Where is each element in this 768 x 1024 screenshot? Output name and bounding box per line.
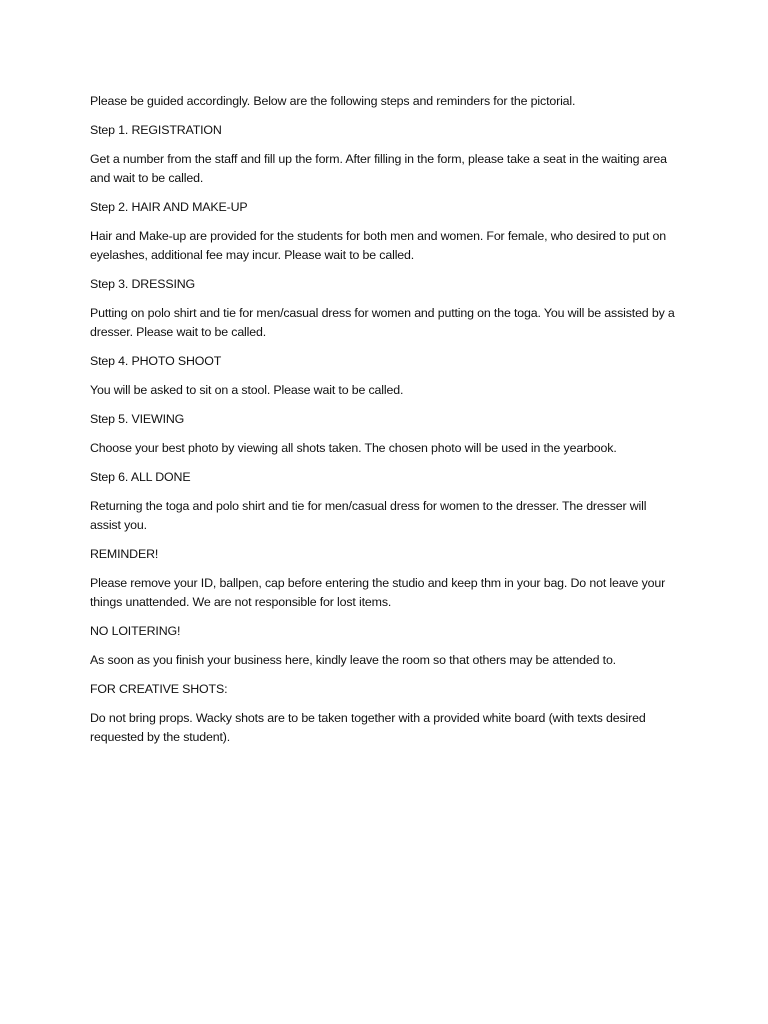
reminder-heading: REMINDER! bbox=[90, 547, 159, 561]
step-5-heading: Step 5. VIEWING bbox=[90, 412, 185, 426]
intro-paragraph: Please be guided accordingly. Below are the following steps and reminders for the pictorial. bbox=[90, 94, 576, 108]
step-2-text: Hair and Make-up are provided for the students for both men and women. For female, who desired to put on eyelashes, additional fee may incur. Please wait to be called. bbox=[90, 229, 667, 262]
step-6-heading: Step 6. ALL DONE bbox=[90, 470, 191, 484]
step-4-text: You will be asked to sit on a stool. Please wait to be called. bbox=[90, 383, 404, 397]
step-2-heading: Step 2. HAIR AND MAKE-UP bbox=[90, 200, 248, 214]
step-4-heading: Step 4. PHOTO SHOOT bbox=[90, 354, 222, 368]
step-1-text: Get a number from the staff and fill up the form. After filling in the form, please take a seat in the waiting area and wait to be called. bbox=[90, 152, 667, 185]
document-body bbox=[90, 92, 680, 757]
step-6-text: Returning the toga and polo shirt and tie for men/casual dress for women to the dresser. The dresser will assist you. bbox=[90, 499, 647, 532]
no-loitering-heading: NO LOITERING! bbox=[90, 624, 181, 638]
creative-shots-heading: FOR CREATIVE SHOTS: bbox=[90, 682, 228, 696]
step-1-heading: Step 1. REGISTRATION bbox=[90, 123, 222, 137]
step-5-text: Choose your best photo by viewing all shots taken. The chosen photo will be used in the yearbook. bbox=[90, 441, 617, 455]
creative-shots-text: Do not bring props. Wacky shots are to be taken together with a provided white board (with texts desired requested by the student). bbox=[90, 711, 646, 744]
no-loitering-text: As soon as you finish your business here, kindly leave the room so that others may be attended to. bbox=[90, 653, 616, 667]
step-3-text: Putting on polo shirt and tie for men/casual dress for women and putting on the toga. You will be assisted by a dresser. Please wait to be called. bbox=[90, 306, 675, 339]
reminder-text: Please remove your ID, ballpen, cap before entering the studio and keep thm in your bag. Do not leave your things unattended. We are not responsible for lost items. bbox=[90, 576, 666, 609]
step-3-heading: Step 3. DRESSING bbox=[90, 277, 196, 291]
